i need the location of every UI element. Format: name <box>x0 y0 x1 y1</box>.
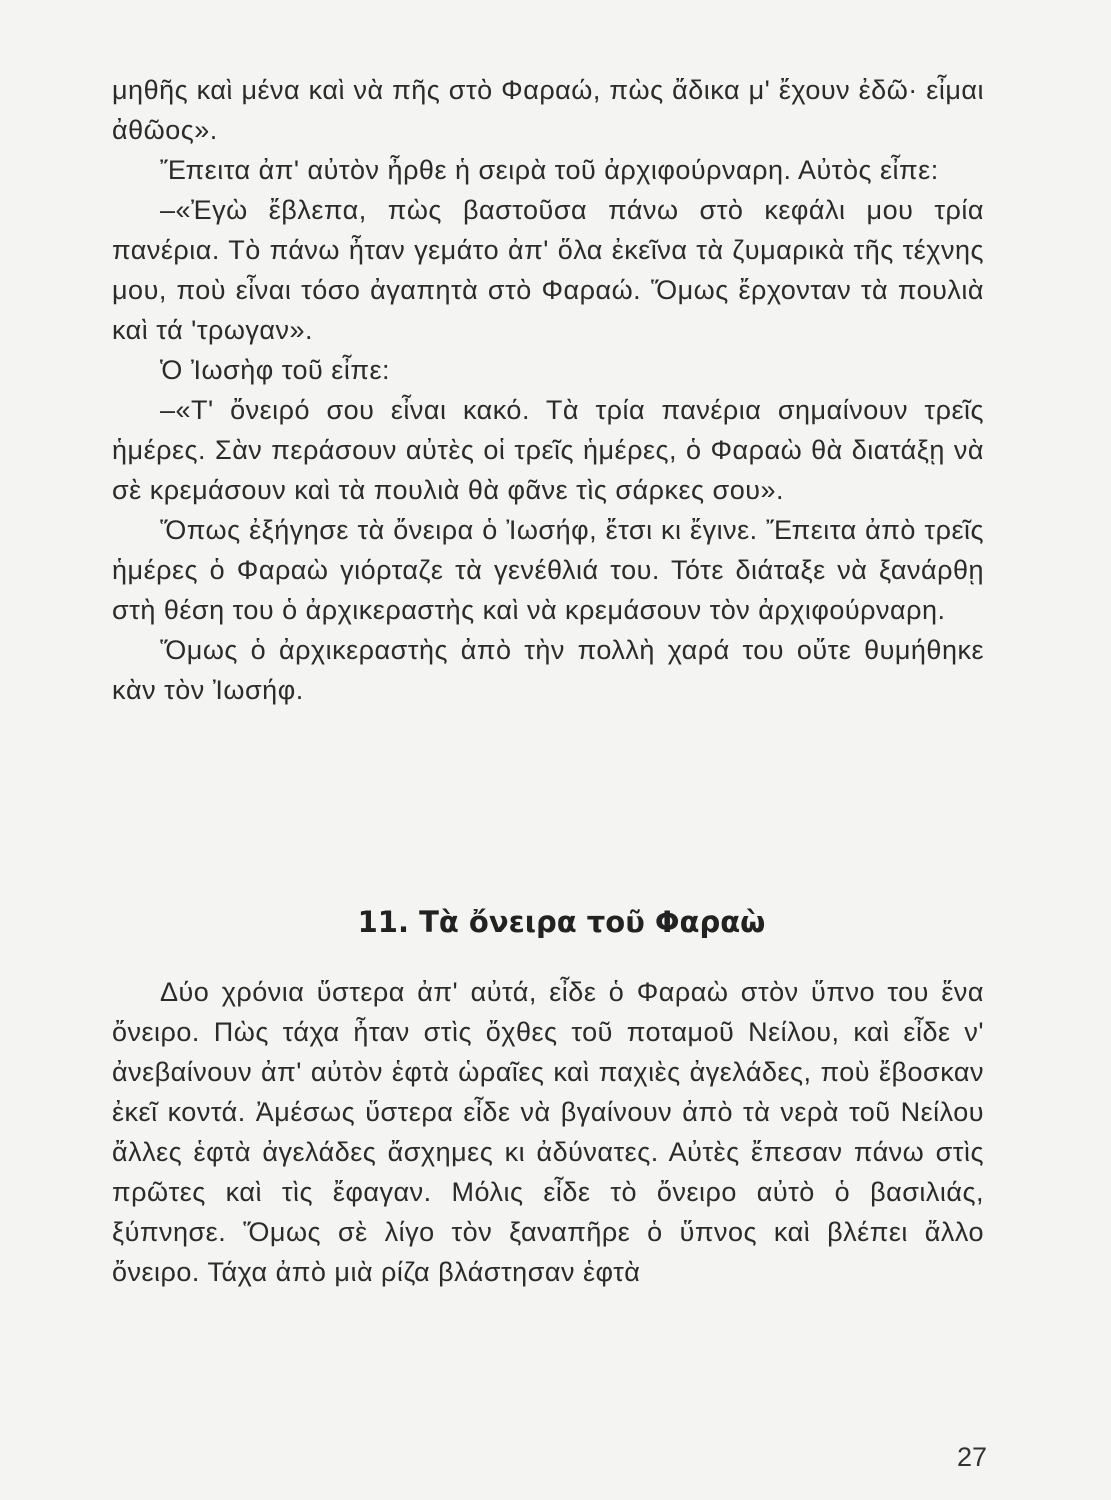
paragraph: μηθῆς καὶ μένα καὶ νὰ πῆς στὸ Φαραώ, πὼς ἄδικα μ' ἔχουν ἐδῶ· εἶμαι ἀθῶος». <box>112 75 984 145</box>
paragraph: Ὁ Ἰωσὴφ τοῦ εἶπε: <box>160 355 390 385</box>
page-number: 27 <box>956 1442 987 1472</box>
paragraph: Ὅπως ἐξήγησε τὰ ὄνειρα ὁ Ἰωσήφ, ἔτσι κι ἔγινε. Ἔπειτα ἀπὸ τρεῖς ἡμέρες ὁ Φαραὼ γιόρταζε τὰ γενέθλιά του. Τότε διάταξε νὰ ξανάρθῃ στὴ θέση του ὁ ἀρχικεραστὴς καὶ νὰ κρεμάσουν τὸν ἀρχιφούρναρη. <box>112 515 984 625</box>
paragraph: Δύο χρόνια ὕστερα ἀπ' αὐτά, εἶδε ὁ Φαραὼ στὸν ὕπνο του ἕνα ὄνειρο. Πὼς τάχα ἦταν στὶς ὄχθες τοῦ ποταμοῦ Νείλου, καὶ εἶδε ν' ἀνεβαίνουν ἀπ' αὐτὸν ἑφτὰ ὡραῖες καὶ παχιὲς ἀγελάδες, ποὺ ἔβοσκαν ἐκεῖ κοντά. Ἀμέσως ὕστερα εἶδε νὰ βγαίνουν ἀπὸ τὰ νερὰ τοῦ Νείλου ἄλλες ἑφτὰ ἀγελάδες ἄσχημες κι ἀδύνατες. Αὐτὲς ἔπεσαν πάνω στὶς πρῶτες καὶ τὶς ἔφαγαν. Μόλις εἶδε τὸ ὄνειρο αὐτὸ ὁ βασιλιάς, ξύπνησε. Ὅμως σὲ λίγο τὸν ξαναπῆρε ὁ ὕπνος καὶ βλέπει ἄλλο ὄνειρο. Τάχα ἀπὸ μιὰ ρίζα βλάστησαν ἑφτὰ <box>112 977 984 1287</box>
paragraph: Ὅμως ὁ ἀρχικεραστὴς ἀπὸ τὴν πολλὴ χαρά του οὔτε θυμήθηκε κὰν τὸν Ἰωσήφ. <box>112 635 984 705</box>
text-block-top <box>112 70 984 710</box>
dialogue-paragraph: –«Ἐγὼ ἔβλεπα, πὼς βαστοῦσα πάνω στὸ κεφάλι μου τρία πανέρια. Τὸ πάνω ἦταν γεμάτο ἀπ' ὅλα ἐκεῖνα τὰ ζυμαρικὰ τῆς τέχνης μου, ποὺ εἶναι τόσο ἀγαπητὰ στὸ Φαραώ. Ὅμως ἔρχονταν τὰ πουλιὰ καὶ τά 'τρωγαν». <box>112 195 984 345</box>
paragraph: Ἔπειτα ἀπ' αὐτὸν ἦρθε ἡ σειρὰ τοῦ ἀρχιφούρναρη. Αὐτὸς εἶπε: <box>160 155 939 185</box>
text-block-bottom <box>112 972 984 1292</box>
dialogue-paragraph: –«Τ' ὄνειρό σου εἶναι κακό. Τὰ τρία πανέρια σημαίνουν τρεῖς ἡμέρες. Σὰν περάσουν αὐτὲς οἱ τρεῖς ἡμέρες, ὁ Φαραὼ θὰ διατάξῃ νὰ σὲ κρεμάσουν καὶ τὰ πουλιὰ θὰ φᾶνε τὶς σάρκες σου». <box>112 395 984 505</box>
section-heading: 11. Τὰ ὄνειρα τοῦ Φαραὼ <box>357 905 766 939</box>
